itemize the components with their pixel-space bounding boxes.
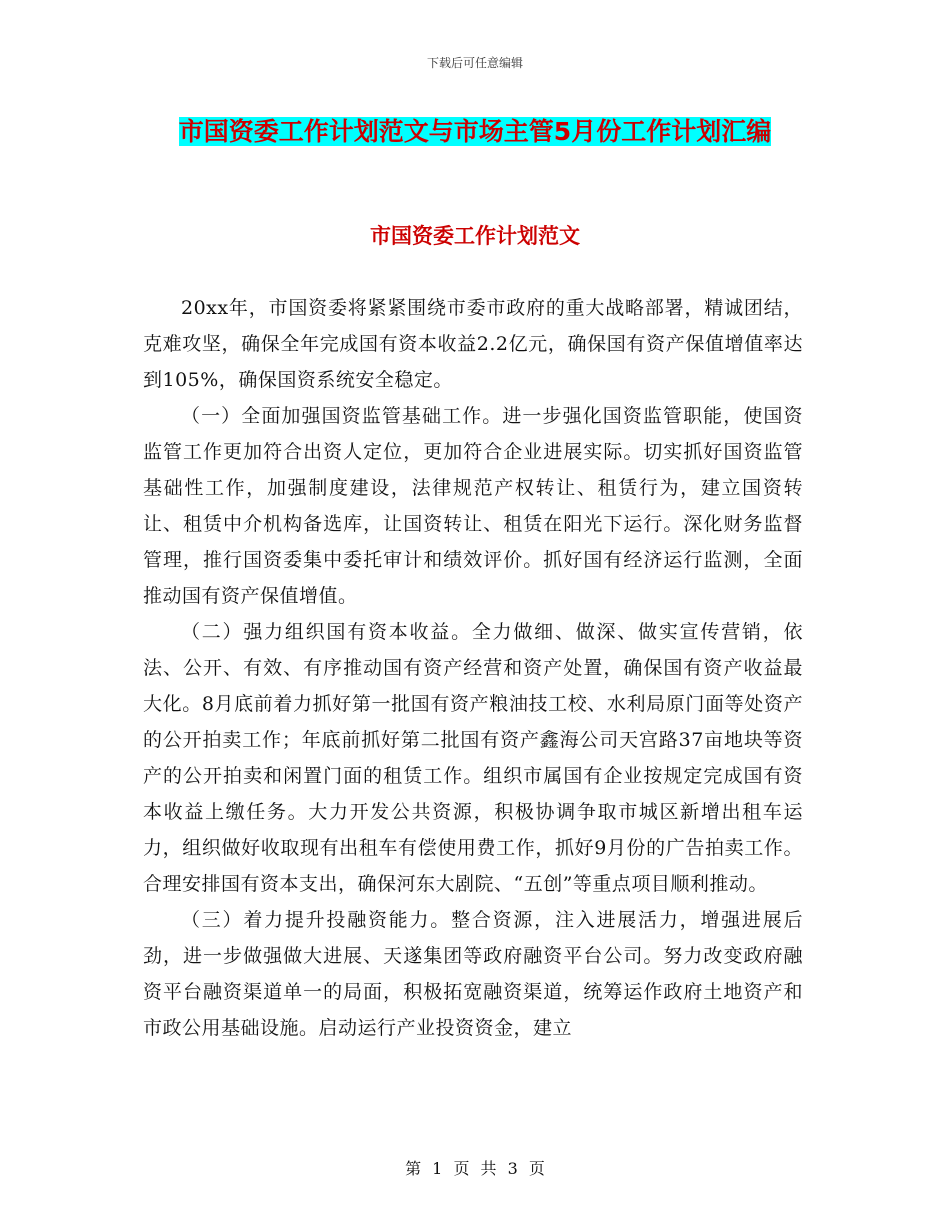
page-footer: 第 1 页 共 3 页 (405, 1159, 545, 1178)
document-title (145, 110, 805, 154)
paragraph: （二）强力组织国有资本收益。全力做细、做深、做实宣传营销，依法、公开、有效、有序推动国有资产经营和资产处置，确保国有资产收益最大化。8月底前着力抓好第一批国有资产粮油技工校、水利局原门面等处资产的公开拍卖工作；年底前抓好第二批国有资产鑫海公司天宫路37亩地块等资产的公开拍卖和闲置门面的租赁工作。组织市属国有企业按规定完成国有资本收益上缴任务。大力开发公共资源，积极协调争取市城区新增出租车运力，组织做好收取现有出租车有偿使用费工作，抓好9月份的广告拍卖工作。合理安排国有资本支出，确保河东大剧院、“五创”等重点项目顺利推动。 (143, 621, 803, 895)
document-title-text: 市国资委工作计划范文与市场主管5月份工作计划汇编 (178, 117, 772, 146)
document-body (143, 290, 803, 1046)
paragraph: 20xx年，市国资委将紧紧围绕市委市政府的重大战略部署，精诚团结，克难攻坚，确保全年完成国有资本收益2.2亿元，确保国有资产保值增值率达到105%，确保国资系统安全稳定。 (143, 297, 803, 391)
paragraph: （三）着力提升投融资能力。整合资源，注入进展活力，增强进展后劲，进一步做强做大进展、天遂集团等政府融资平台公司。努力改变政府融资平台融资渠道单一的局面，积极拓宽融资渠道，统筹运作政府土地资产和市政公用基础设施。启动运行产业投资资金，建立 (143, 909, 803, 1039)
header-note: 下载后可任意编辑 (426, 56, 523, 70)
paragraph: （一）全面加强国资监管基础工作。进一步强化国资监管职能，使国资监管工作更加符合出资人定位，更加符合企业进展实际。切实抓好国资监管基础性工作，加强制度建设，法律规范产权转让、租赁行为，建立国资转让、租赁中介机构备选库，让国资转让、租赁在阳光下运行。深化财务监督管理，推行国资委集中委托审计和绩效评价。抓好国有经济运行监测，全面推动国有资产保值增值。 (143, 405, 803, 607)
section-title: 市国资委工作计划范文 (370, 224, 580, 248)
